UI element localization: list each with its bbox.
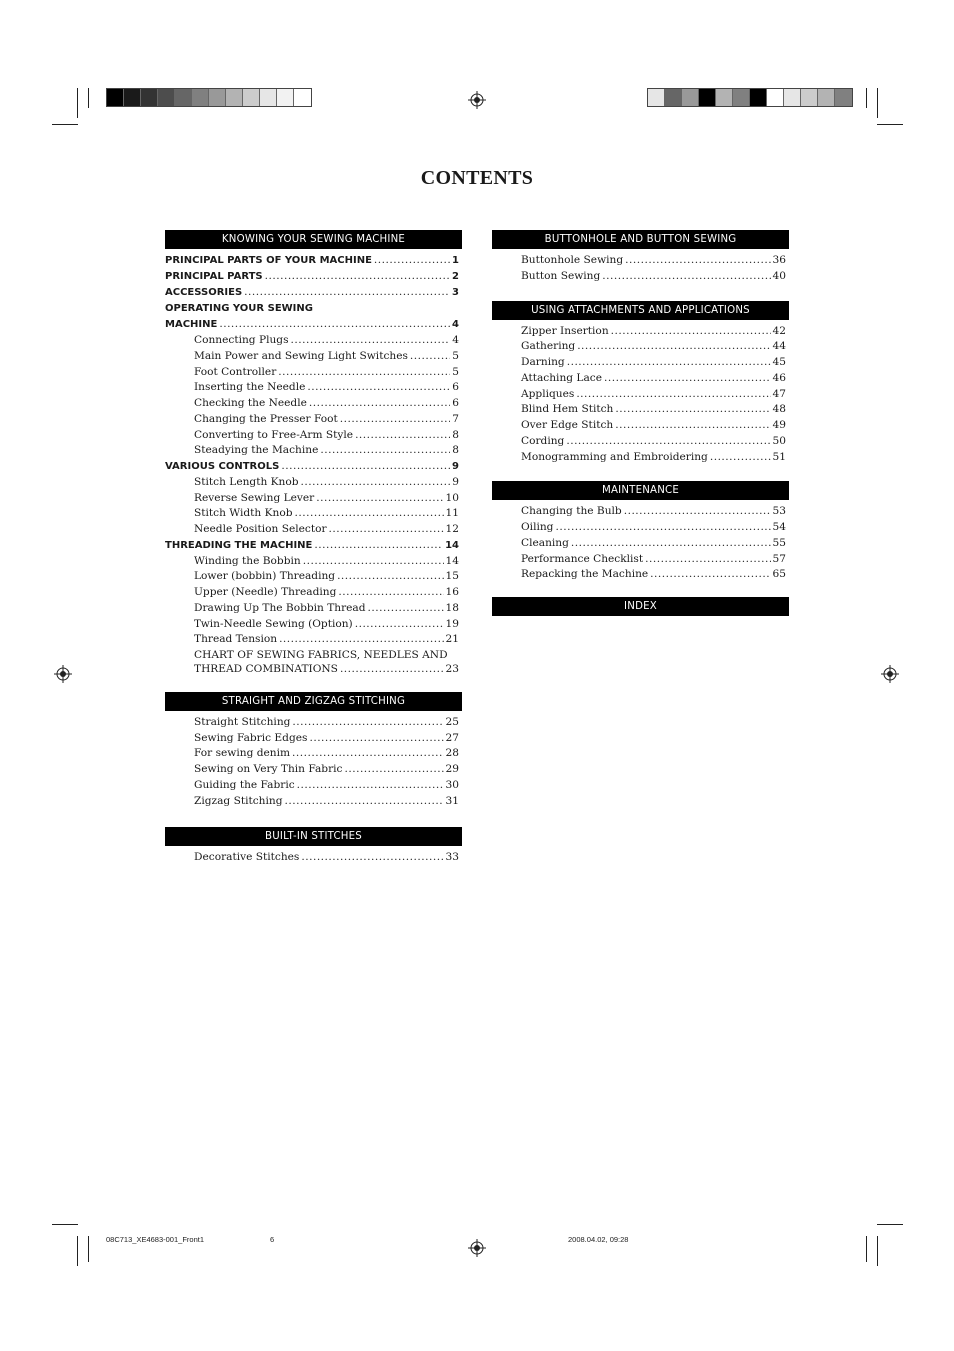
toc-sub-entry[interactable] (165, 850, 462, 866)
toc-sub-entry[interactable] (165, 662, 462, 678)
entry-label: Darning (521, 356, 565, 368)
page-title: CONTENTS (420, 167, 534, 189)
dot-leader (265, 269, 450, 285)
dot-leader (368, 601, 444, 617)
color-calibration-bar-right (647, 88, 853, 107)
entry-label: Checking the Needle (194, 397, 307, 409)
color-swatch (750, 89, 767, 106)
dot-leader (337, 569, 443, 585)
color-swatch (818, 89, 835, 106)
entry-label: PRINCIPAL PARTS OF YOUR MACHINE (165, 255, 372, 266)
section-heading: STRAIGHT AND ZIGZAG STITCHING (165, 692, 462, 711)
entry-page-number: 29 (445, 763, 459, 775)
entry-page-number: 53 (772, 505, 786, 518)
toc-section (492, 481, 789, 583)
toc-entry-list (165, 850, 462, 866)
dot-leader (340, 662, 444, 678)
dot-leader (576, 387, 770, 403)
crop-mark (52, 124, 78, 125)
dot-leader (338, 585, 443, 601)
entry-page-number: 57 (772, 552, 786, 565)
toc-sub-entry[interactable] (492, 434, 789, 450)
dot-leader (285, 794, 444, 810)
color-swatch (277, 89, 294, 106)
toc-main-entry[interactable] (165, 538, 462, 554)
toc-entry-list (165, 715, 462, 810)
toc-main-entry[interactable] (165, 459, 462, 475)
color-swatch (682, 89, 699, 106)
toc-sub-entry[interactable] (165, 794, 462, 810)
entry-page-number: 30 (445, 778, 459, 791)
entry-page-number: 21 (445, 633, 459, 646)
color-swatch (835, 89, 852, 106)
entry-label: Lower (bobbin) Threading (194, 570, 336, 583)
toc-left-column (165, 230, 462, 866)
toc-sub-entry[interactable] (492, 418, 789, 434)
toc-sub-entry[interactable] (165, 746, 462, 762)
entry-page-number: 45 (772, 356, 786, 368)
toc-sub-entry[interactable] (165, 585, 462, 601)
toc-section (165, 230, 462, 678)
toc-sub-entry[interactable] (165, 554, 462, 570)
entry-page-number: 44 (772, 340, 786, 353)
toc-sub-entry[interactable] (492, 269, 789, 285)
entry-label: Sewing on Very Thin Fabric (194, 763, 343, 775)
entry-page-number: 6 (452, 381, 459, 394)
registration-mark-icon (468, 1239, 486, 1257)
color-swatch (260, 89, 277, 106)
entry-label: For sewing denim (194, 747, 291, 760)
dot-leader (355, 428, 450, 444)
entry-label: Performance Checklist (521, 552, 644, 565)
dot-leader (219, 317, 450, 333)
toc-sub-entry[interactable] (165, 475, 462, 491)
dot-leader (301, 850, 443, 866)
dot-leader (566, 434, 770, 450)
registration-mark-icon (468, 91, 486, 109)
entry-page-number: 9 (452, 475, 459, 488)
entry-label: Thread Tension (194, 633, 278, 646)
entry-page-number: 46 (772, 371, 786, 384)
toc-sub-entry[interactable] (492, 504, 789, 520)
color-swatch (784, 89, 801, 106)
toc-main-entry[interactable] (165, 317, 462, 333)
color-swatch (716, 89, 733, 106)
toc-sub-entry[interactable] (492, 567, 789, 583)
footer-page-number: 6 (270, 1235, 275, 1244)
toc-sub-entry[interactable] (492, 387, 789, 403)
entry-label: Zigzag Stitching (194, 794, 283, 807)
dot-leader (577, 339, 770, 355)
entry-page-number: 9 (452, 461, 459, 472)
entry-label: Buttonhole Sewing (521, 254, 624, 266)
dot-leader (567, 355, 771, 371)
entry-label: Oiling (521, 521, 554, 533)
toc-heading-line[interactable]: OPERATING YOUR SEWING (165, 303, 313, 315)
color-swatch (648, 89, 665, 106)
entry-label: ACCESSORIES (165, 286, 243, 298)
entry-label: Guiding the Fabric (194, 778, 295, 791)
entry-page-number: 19 (445, 617, 459, 630)
color-swatch (175, 89, 192, 106)
footer-timestamp: 2008.04.02, 09:28 (568, 1235, 629, 1244)
entry-label: Converting to Free-Arm Style (194, 428, 354, 441)
entry-label: Stitch Width Knob (194, 507, 293, 520)
entry-page-number: 4 (452, 334, 459, 346)
dot-leader (710, 450, 771, 466)
entry-page-number: 25 (445, 715, 459, 728)
toc-section (165, 827, 462, 866)
toc-right-column (492, 230, 789, 620)
entry-label: Stitch Length Knob (194, 475, 299, 488)
toc-sub-entry[interactable] (165, 412, 462, 428)
section-heading: KNOWING YOUR SEWING MACHINE (165, 230, 462, 249)
toc-sub-entry[interactable] (492, 355, 789, 371)
entry-label: Straight Stitching (194, 715, 291, 728)
dot-leader (307, 380, 450, 396)
toc-sub-entry[interactable] (165, 715, 462, 731)
entry-label: Zipper Insertion (521, 324, 609, 337)
color-swatch (141, 89, 158, 106)
toc-sub-entry[interactable] (165, 365, 462, 381)
entry-page-number: 4 (452, 319, 459, 331)
dot-leader (340, 412, 451, 428)
toc-sub-entry[interactable] (492, 339, 789, 355)
entry-label: Monogramming and Embroidering (521, 450, 708, 463)
toc-sub-entry[interactable] (165, 778, 462, 794)
entry-label: THREAD COMBINATIONS (194, 663, 338, 675)
entry-page-number: 31 (445, 794, 459, 807)
toc-sub-entry[interactable] (492, 520, 789, 536)
toc-sub-entry[interactable] (165, 762, 462, 778)
dot-leader (279, 632, 443, 648)
entry-label: Winding the Bobbin (194, 554, 301, 567)
toc-sub-entry[interactable] (165, 333, 462, 349)
entry-page-number: 15 (445, 570, 459, 583)
toc-sub-entry[interactable] (165, 569, 462, 585)
toc-section (492, 597, 789, 616)
dot-leader (292, 746, 443, 762)
entry-page-number: 6 (452, 397, 459, 409)
entry-page-number: 42 (772, 324, 786, 337)
entry-label: Needle Position Selector (194, 523, 327, 535)
toc-main-entry[interactable] (165, 253, 462, 269)
entry-label: Button Sewing (521, 269, 601, 282)
entry-page-number: 16 (445, 586, 459, 598)
section-heading: USING ATTACHMENTS AND APPLICATIONS (492, 301, 789, 320)
entry-label: Connecting Plugs (194, 334, 289, 346)
entry-page-number: 54 (772, 521, 786, 533)
entry-page-number: 40 (772, 269, 786, 282)
crop-mark (52, 1224, 78, 1225)
dot-leader (316, 491, 443, 507)
entry-page-number: 3 (452, 286, 459, 298)
entry-label: Cording (521, 434, 565, 447)
entry-label: Repacking the Machine (521, 568, 649, 581)
entry-page-number: 50 (772, 434, 786, 447)
entry-page-number: 2 (452, 270, 459, 282)
entry-page-number: 18 (445, 601, 459, 614)
crop-mark (877, 1224, 903, 1225)
toc-sub-entry[interactable] (492, 536, 789, 552)
toc-sub-entry[interactable] (492, 324, 789, 340)
toc-sub-entry[interactable] (165, 632, 462, 648)
entry-label: VARIOUS CONTROLS (165, 461, 280, 472)
toc-sub-entry[interactable] (165, 428, 462, 444)
toc-entry-line[interactable]: CHART OF SEWING FABRICS, NEEDLES AND (194, 649, 448, 661)
entry-page-number: 1 (452, 255, 459, 266)
registration-mark-icon (881, 665, 899, 683)
dot-leader (329, 522, 444, 538)
color-swatch (226, 89, 243, 106)
color-swatch (107, 89, 124, 106)
entry-page-number: 14 (445, 539, 459, 551)
color-swatch (767, 89, 784, 106)
entry-page-number: 47 (772, 387, 786, 400)
dot-leader (295, 506, 444, 522)
toc-sub-entry[interactable] (165, 349, 462, 365)
dot-leader (410, 349, 450, 365)
dot-leader (374, 253, 450, 269)
entry-label: Blind Hem Stitch (521, 403, 614, 416)
dot-leader (602, 269, 770, 285)
entry-label: MACHINE (165, 319, 218, 331)
crop-mark (877, 88, 878, 118)
dot-leader (281, 459, 450, 475)
entry-page-number: 33 (445, 851, 459, 864)
dot-leader (291, 333, 451, 349)
color-swatch (665, 89, 682, 106)
entry-page-number: 12 (445, 523, 459, 535)
entry-label: Foot Controller (194, 365, 277, 378)
dot-leader (571, 536, 771, 552)
crop-mark (877, 124, 903, 125)
entry-page-number: 10 (445, 491, 459, 504)
toc-sub-entry[interactable] (165, 396, 462, 412)
entry-page-number: 14 (445, 554, 459, 567)
entry-page-number: 5 (452, 365, 459, 378)
toc-sub-entry[interactable] (492, 450, 789, 466)
entry-page-number: 36 (772, 254, 786, 266)
dot-leader (624, 504, 771, 520)
dot-leader (615, 418, 770, 434)
entry-page-number: 51 (772, 450, 786, 463)
color-swatch (294, 89, 311, 106)
entry-label: Drawing Up The Bobbin Thread (194, 601, 366, 614)
toc-sub-entry[interactable] (492, 402, 789, 418)
entry-label: Changing the Bulb (521, 505, 622, 518)
dot-leader (320, 443, 450, 459)
toc-sub-entry[interactable] (165, 380, 462, 396)
dot-leader (650, 567, 770, 583)
toc-sub-entry[interactable] (492, 371, 789, 387)
entry-label: Twin-Needle Sewing (Option) (194, 617, 353, 630)
toc-entry-list (492, 324, 789, 466)
color-swatch (192, 89, 209, 106)
entry-page-number: 5 (452, 349, 459, 362)
crop-mark (866, 1236, 867, 1262)
toc-sub-entry[interactable] (165, 617, 462, 633)
toc-section (492, 230, 789, 285)
dot-leader (625, 253, 770, 269)
toc-main-entry[interactable] (165, 269, 462, 285)
color-swatch (243, 89, 260, 106)
entry-page-number: 65 (772, 568, 786, 581)
color-swatch (209, 89, 226, 106)
entry-label: Appliques (521, 387, 575, 400)
entry-page-number: 27 (445, 731, 459, 744)
entry-label: Reverse Sewing Lever (194, 491, 315, 504)
color-calibration-bar-left (106, 88, 312, 107)
dot-leader (355, 617, 444, 633)
entry-page-number: 48 (772, 403, 786, 416)
dot-leader (301, 475, 451, 491)
toc-sub-entry[interactable] (165, 443, 462, 459)
toc-entry-list (492, 253, 789, 285)
section-heading: MAINTENANCE (492, 481, 789, 500)
dot-leader (309, 396, 450, 412)
toc-sub-entry[interactable] (492, 552, 789, 568)
entry-page-number: 49 (772, 419, 786, 431)
toc-sub-entry[interactable] (165, 506, 462, 522)
entry-page-number: 28 (445, 747, 459, 760)
toc-sub-entry[interactable] (165, 491, 462, 507)
crop-mark (77, 1236, 78, 1266)
section-heading: BUILT-IN STITCHES (165, 827, 462, 846)
entry-label: Upper (Needle) Threading (194, 586, 337, 598)
dot-leader (314, 538, 443, 554)
footer-filename: 08C713_XE4683-001_Front1 (106, 1235, 204, 1244)
section-heading: INDEX (492, 597, 789, 616)
entry-label: Steadying the Machine (194, 444, 319, 457)
dot-leader (244, 285, 450, 301)
crop-mark (77, 88, 78, 118)
dot-leader (278, 365, 450, 381)
dot-leader (645, 552, 770, 568)
registration-mark-icon (54, 665, 72, 683)
entry-label: PRINCIPAL PARTS (165, 270, 263, 282)
dot-leader (297, 778, 444, 794)
toc-sub-entry[interactable] (492, 253, 789, 269)
color-swatch (699, 89, 716, 106)
crop-mark (88, 1236, 89, 1262)
section-heading: BUTTONHOLE AND BUTTON SEWING (492, 230, 789, 249)
dot-leader (615, 402, 770, 418)
entry-label: Gathering (521, 340, 576, 353)
entry-label: Decorative Stitches (194, 851, 300, 864)
crop-mark (877, 1236, 878, 1266)
entry-label: THREADING THE MACHINE (165, 539, 313, 551)
toc-entry-list (492, 504, 789, 583)
dot-leader (555, 520, 770, 536)
entry-page-number: 7 (452, 412, 459, 425)
toc-sub-entry[interactable] (165, 522, 462, 538)
entry-page-number: 8 (452, 428, 459, 441)
entry-label: Sewing Fabric Edges (194, 731, 308, 744)
color-swatch (158, 89, 175, 106)
dot-leader (611, 324, 771, 340)
dot-leader (303, 554, 444, 570)
dot-leader (344, 762, 443, 778)
dot-leader (309, 731, 443, 747)
toc-section (165, 692, 462, 810)
toc-entry-list (165, 253, 462, 678)
entry-label: Inserting the Needle (194, 381, 306, 394)
crop-mark (866, 88, 867, 108)
color-swatch (124, 89, 141, 106)
color-swatch (801, 89, 818, 106)
crop-mark (88, 88, 89, 108)
toc-section (492, 301, 789, 466)
color-swatch (733, 89, 750, 106)
entry-page-number: 23 (445, 663, 459, 675)
entry-label: Over Edge Stitch (521, 419, 614, 431)
entry-page-number: 11 (445, 507, 459, 520)
entry-label: Attaching Lace (521, 371, 602, 384)
dot-leader (604, 371, 771, 387)
toc-main-entry[interactable] (165, 285, 462, 301)
toc-sub-entry[interactable] (165, 601, 462, 617)
dot-leader (292, 715, 443, 731)
entry-label: Changing the Presser Foot (194, 412, 338, 425)
toc-sub-entry[interactable] (165, 731, 462, 747)
entry-label: Cleaning (521, 536, 569, 549)
entry-page-number: 55 (772, 536, 786, 549)
entry-label: Main Power and Sewing Light Switches (194, 349, 408, 362)
entry-page-number: 8 (452, 444, 459, 457)
